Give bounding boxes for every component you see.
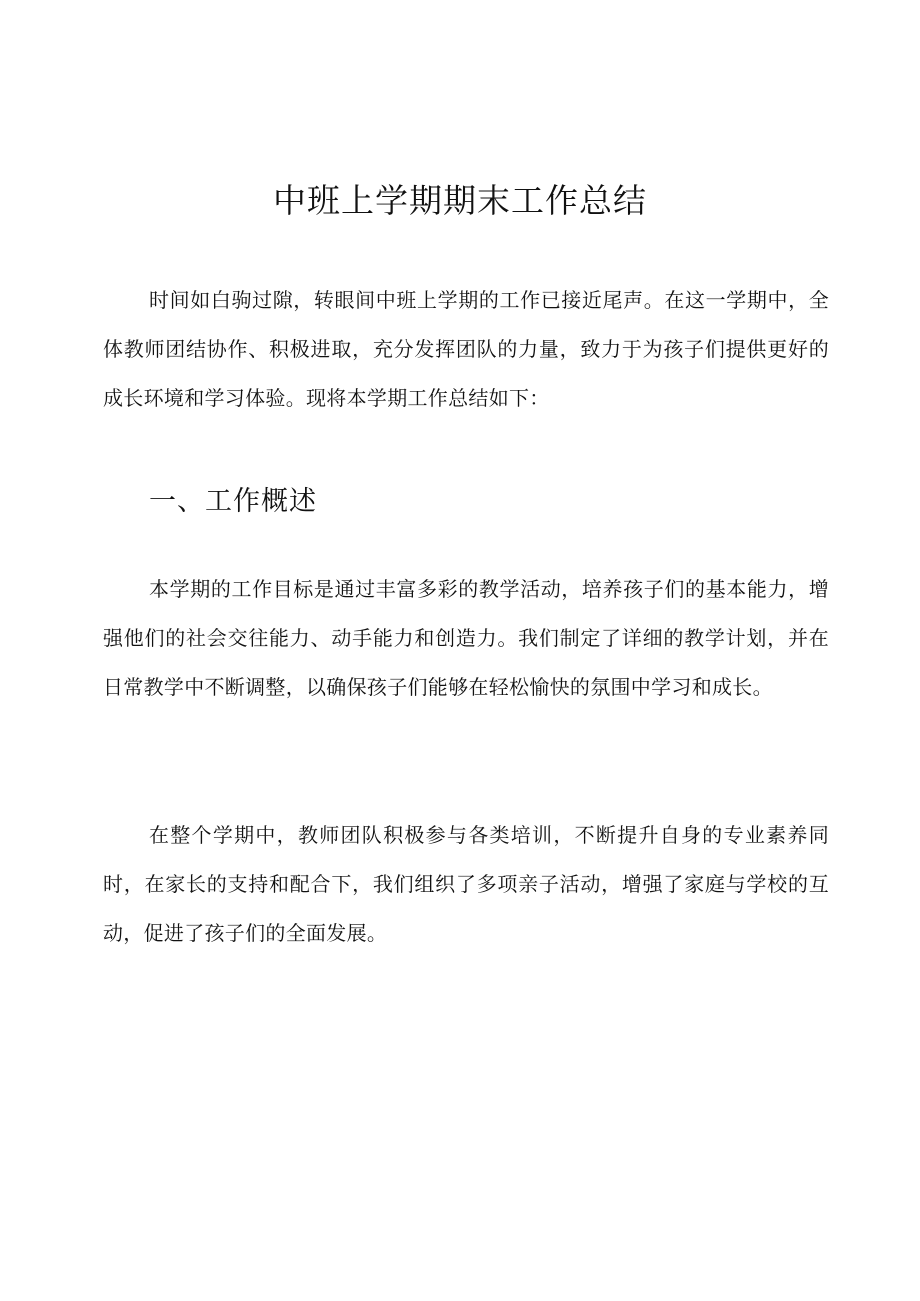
- document-title: 中班上学期期末工作总结: [273, 181, 647, 220]
- intro-paragraph: 时间如白驹过隙，转眼间中班上学期的工作已接近尾声。在这一学期中，全体教师团结协作、积极进取，充分发挥团队的力量，致力于为孩子们提供更好的成长环境和学习体验。现将本学期工作总结如下：: [103, 288, 829, 410]
- section-heading-work-overview: 一、工作概述: [149, 486, 317, 517]
- section-paragraph-goals: 本学期的工作目标是通过丰富多彩的教学活动，培养孩子们的基本能力，增强他们的社会交往能力、动手能力和创造力。我们制定了详细的教学计划，并在日常教学中不断调整，以确保孩子们能够在轻松愉快的氛围中学习和成长。: [103, 577, 829, 699]
- section-paragraph-team: 在整个学期中，教师团队积极参与各类培训，不断提升自身的专业素养同时，在家长的支持和配合下，我们组织了多项亲子活动，增强了家庭与学校的互动，促进了孩子们的全面发展。: [103, 823, 829, 945]
